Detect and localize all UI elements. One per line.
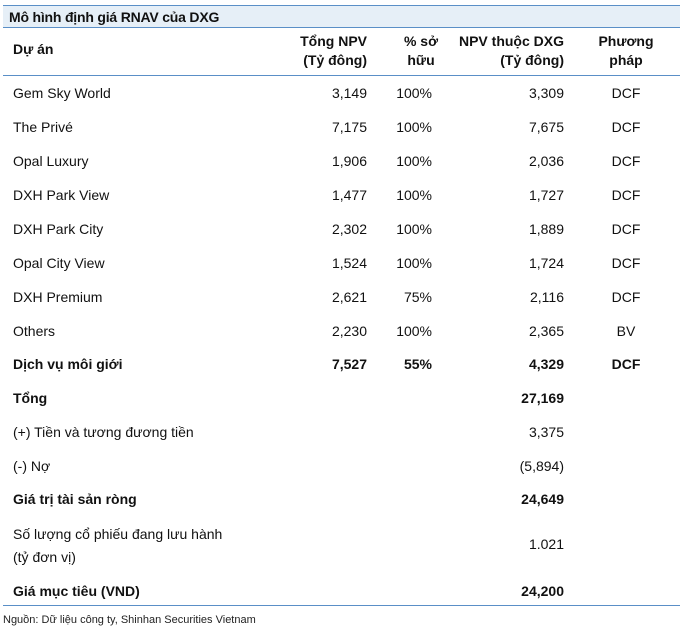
row-project-name: DXH Park View xyxy=(13,187,110,203)
row-dxg-npv: 1,724 xyxy=(528,255,564,271)
row-project-name: DXH Premium xyxy=(13,289,103,305)
row-ownership: 100% xyxy=(396,85,432,101)
row-method: DCF xyxy=(611,85,641,101)
row-ownership: 100% xyxy=(396,323,432,339)
total-value: 27,169 xyxy=(521,390,564,406)
header-total-npv-line1: Tổng NPV xyxy=(300,33,367,49)
row-method: DCF xyxy=(611,356,641,372)
row-ownership: 100% xyxy=(396,119,432,135)
row-ownership: 100% xyxy=(396,221,432,237)
table-title-bar xyxy=(3,5,680,28)
debt-value: (5,894) xyxy=(519,458,564,474)
nav-value: 24,649 xyxy=(521,491,564,507)
header-project: Dự án xyxy=(13,41,54,57)
row-project-name: Gem Sky World xyxy=(13,85,111,101)
row-total-npv: 1,906 xyxy=(331,153,367,169)
target-label: Giá mục tiêu (VND) xyxy=(13,583,140,599)
row-total-npv: 1,477 xyxy=(331,187,367,203)
header-total-npv xyxy=(300,32,367,70)
row-total-npv: 7,175 xyxy=(331,119,367,135)
row-method: DCF xyxy=(611,119,641,135)
row-total-npv: 7,527 xyxy=(331,356,367,372)
debt-label: (-) Nợ xyxy=(13,458,51,474)
row-ownership: 100% xyxy=(396,187,432,203)
row-project-name: DXH Park City xyxy=(13,221,104,237)
nav-label: Giá trị tài sản ròng xyxy=(13,491,137,507)
row-dxg-npv: 3,309 xyxy=(528,85,564,101)
row-method: BV xyxy=(616,323,636,339)
row-dxg-npv: 2,116 xyxy=(530,289,564,305)
row-method: DCF xyxy=(611,221,641,237)
row-dxg-npv: 4,329 xyxy=(528,356,564,372)
row-ownership: 100% xyxy=(396,255,432,271)
row-ownership: 75% xyxy=(403,289,432,305)
cash-label: (+) Tiền và tương đương tiền xyxy=(13,424,194,440)
row-ownership: 55% xyxy=(403,356,432,372)
header-method-line2: pháp xyxy=(609,52,643,68)
row-method: DCF xyxy=(611,289,641,305)
header-total-npv-line2: (Tỷ đông) xyxy=(303,52,367,68)
row-dxg-npv: 2,365 xyxy=(528,323,564,339)
target-value: 24,200 xyxy=(521,583,564,599)
row-ownership: 100% xyxy=(396,153,432,169)
total-label: Tổng xyxy=(13,390,48,406)
header-ownership xyxy=(386,32,456,70)
table-bottom-rule xyxy=(3,605,680,606)
row-project-name: Opal City View xyxy=(13,255,105,271)
row-project-name: Dịch vụ môi giới xyxy=(13,356,123,372)
table-title: Mô hình định giá RNAV của DXG xyxy=(9,9,220,25)
shares-label-line2: (tỷ đơn vị) xyxy=(13,549,76,565)
row-total-npv: 2,230 xyxy=(331,323,367,339)
cash-value: 3,375 xyxy=(528,424,564,440)
row-project-name: Others xyxy=(13,323,56,339)
shares-value: 1.021 xyxy=(528,536,564,552)
source-note: Nguồn: Dữ liệu công ty, Shinhan Securities Vietnam xyxy=(3,614,256,626)
row-project-name: Opal Luxury xyxy=(13,153,89,169)
header-dxg-npv xyxy=(459,32,564,70)
shares-label-line1: Số lượng cổ phiếu đang lưu hành xyxy=(13,526,223,542)
row-total-npv: 3,149 xyxy=(331,85,367,101)
row-total-npv: 2,302 xyxy=(331,221,367,237)
row-total-npv: 1,524 xyxy=(331,255,367,271)
row-dxg-npv: 1,727 xyxy=(528,187,564,203)
header-ownership-line1: % sở xyxy=(403,33,439,49)
header-dxg-npv-line2: (Tỷ đông) xyxy=(500,52,564,68)
row-method: DCF xyxy=(611,153,641,169)
row-dxg-npv: 1,889 xyxy=(528,221,564,237)
header-ownership-line2: hữu xyxy=(407,52,435,68)
header-dxg-npv-line1: NPV thuộc DXG xyxy=(458,33,564,49)
row-project-name: The Privé xyxy=(13,119,73,135)
row-method: DCF xyxy=(611,187,641,203)
row-dxg-npv: 7,675 xyxy=(528,119,564,135)
row-total-npv: 2,621 xyxy=(331,289,367,305)
row-dxg-npv: 2,036 xyxy=(528,153,564,169)
table-header xyxy=(3,28,680,76)
row-method: DCF xyxy=(611,255,641,271)
header-method-line1: Phương xyxy=(598,33,654,49)
header-method xyxy=(586,32,666,70)
shares-label xyxy=(13,523,222,569)
